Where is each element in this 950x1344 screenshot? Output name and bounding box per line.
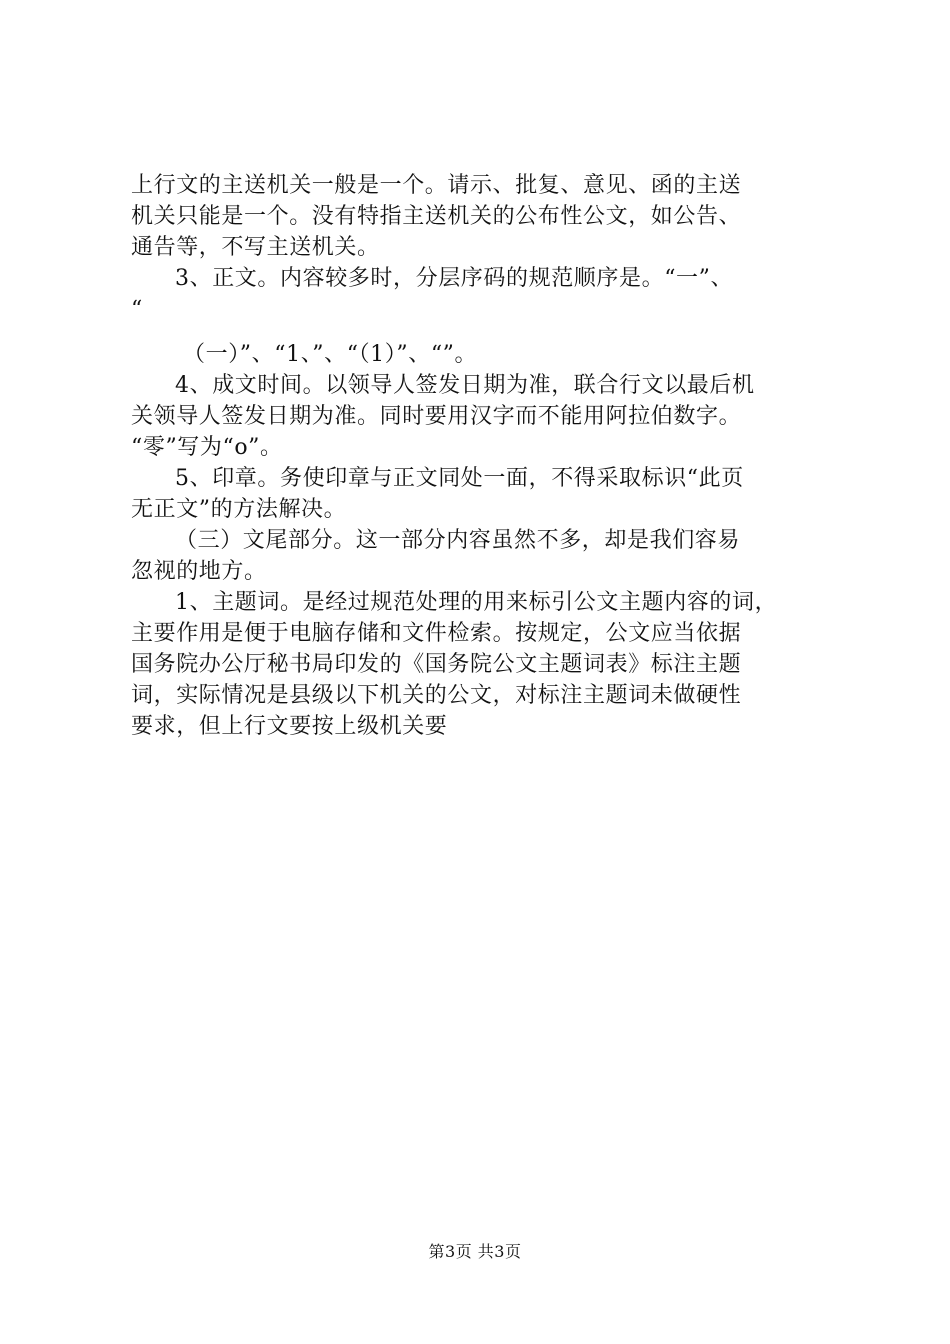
text-line: 通告等，不写主送机关。 xyxy=(131,235,380,260)
text-line: 5、印章。务使印章与正文同处一面，不得采取标识“此页 xyxy=(175,466,744,491)
text-line: 机关只能是一个。没有特指主送机关的公布性公文，如公告、 xyxy=(131,204,742,229)
text-line: 上行文的主送机关一般是一个。请示、批复、意见、函的主送 xyxy=(131,173,742,198)
text-line: “零”写为“o”。 xyxy=(131,435,283,460)
body-text xyxy=(131,170,831,742)
text-line: 忽视的地方。 xyxy=(131,559,267,584)
text-line: 1、主题词。是经过规范处理的用来标引公文主题内容的词， xyxy=(175,590,778,615)
text-line: 主要作用是便于电脑存储和文件检索。按规定，公文应当依据 xyxy=(131,621,742,646)
text-line: 关领导人签发日期为准。同时要用汉字而不能用阿拉伯数字。 xyxy=(131,404,742,429)
text-line: （一）”、“1、”、“（1）”、“”。 xyxy=(183,342,478,367)
text-line: （三）文尾部分。这一部分内容虽然不多，却是我们容易 xyxy=(175,528,741,553)
text-line: 要求，但上行文要按上级机关要 xyxy=(131,714,448,739)
text-line: 4、成文时间。以领导人签发日期为准，联合行文以最后机 xyxy=(175,373,755,398)
text-line: 国务院办公厅秘书局印发的《国务院公文主题词表》标注主题 xyxy=(131,652,742,677)
text-line: 词，实际情况是县级以下机关的公文，对标注主题词未做硬性 xyxy=(131,683,742,708)
page-number-footer: 第3页 共3页 xyxy=(428,1242,522,1261)
text-line: “ xyxy=(131,297,143,322)
text-line: 无正文”的方法解决。 xyxy=(131,497,347,522)
text-line: 3、正文。内容较多时，分层序码的规范顺序是。“一”、 xyxy=(175,266,734,291)
